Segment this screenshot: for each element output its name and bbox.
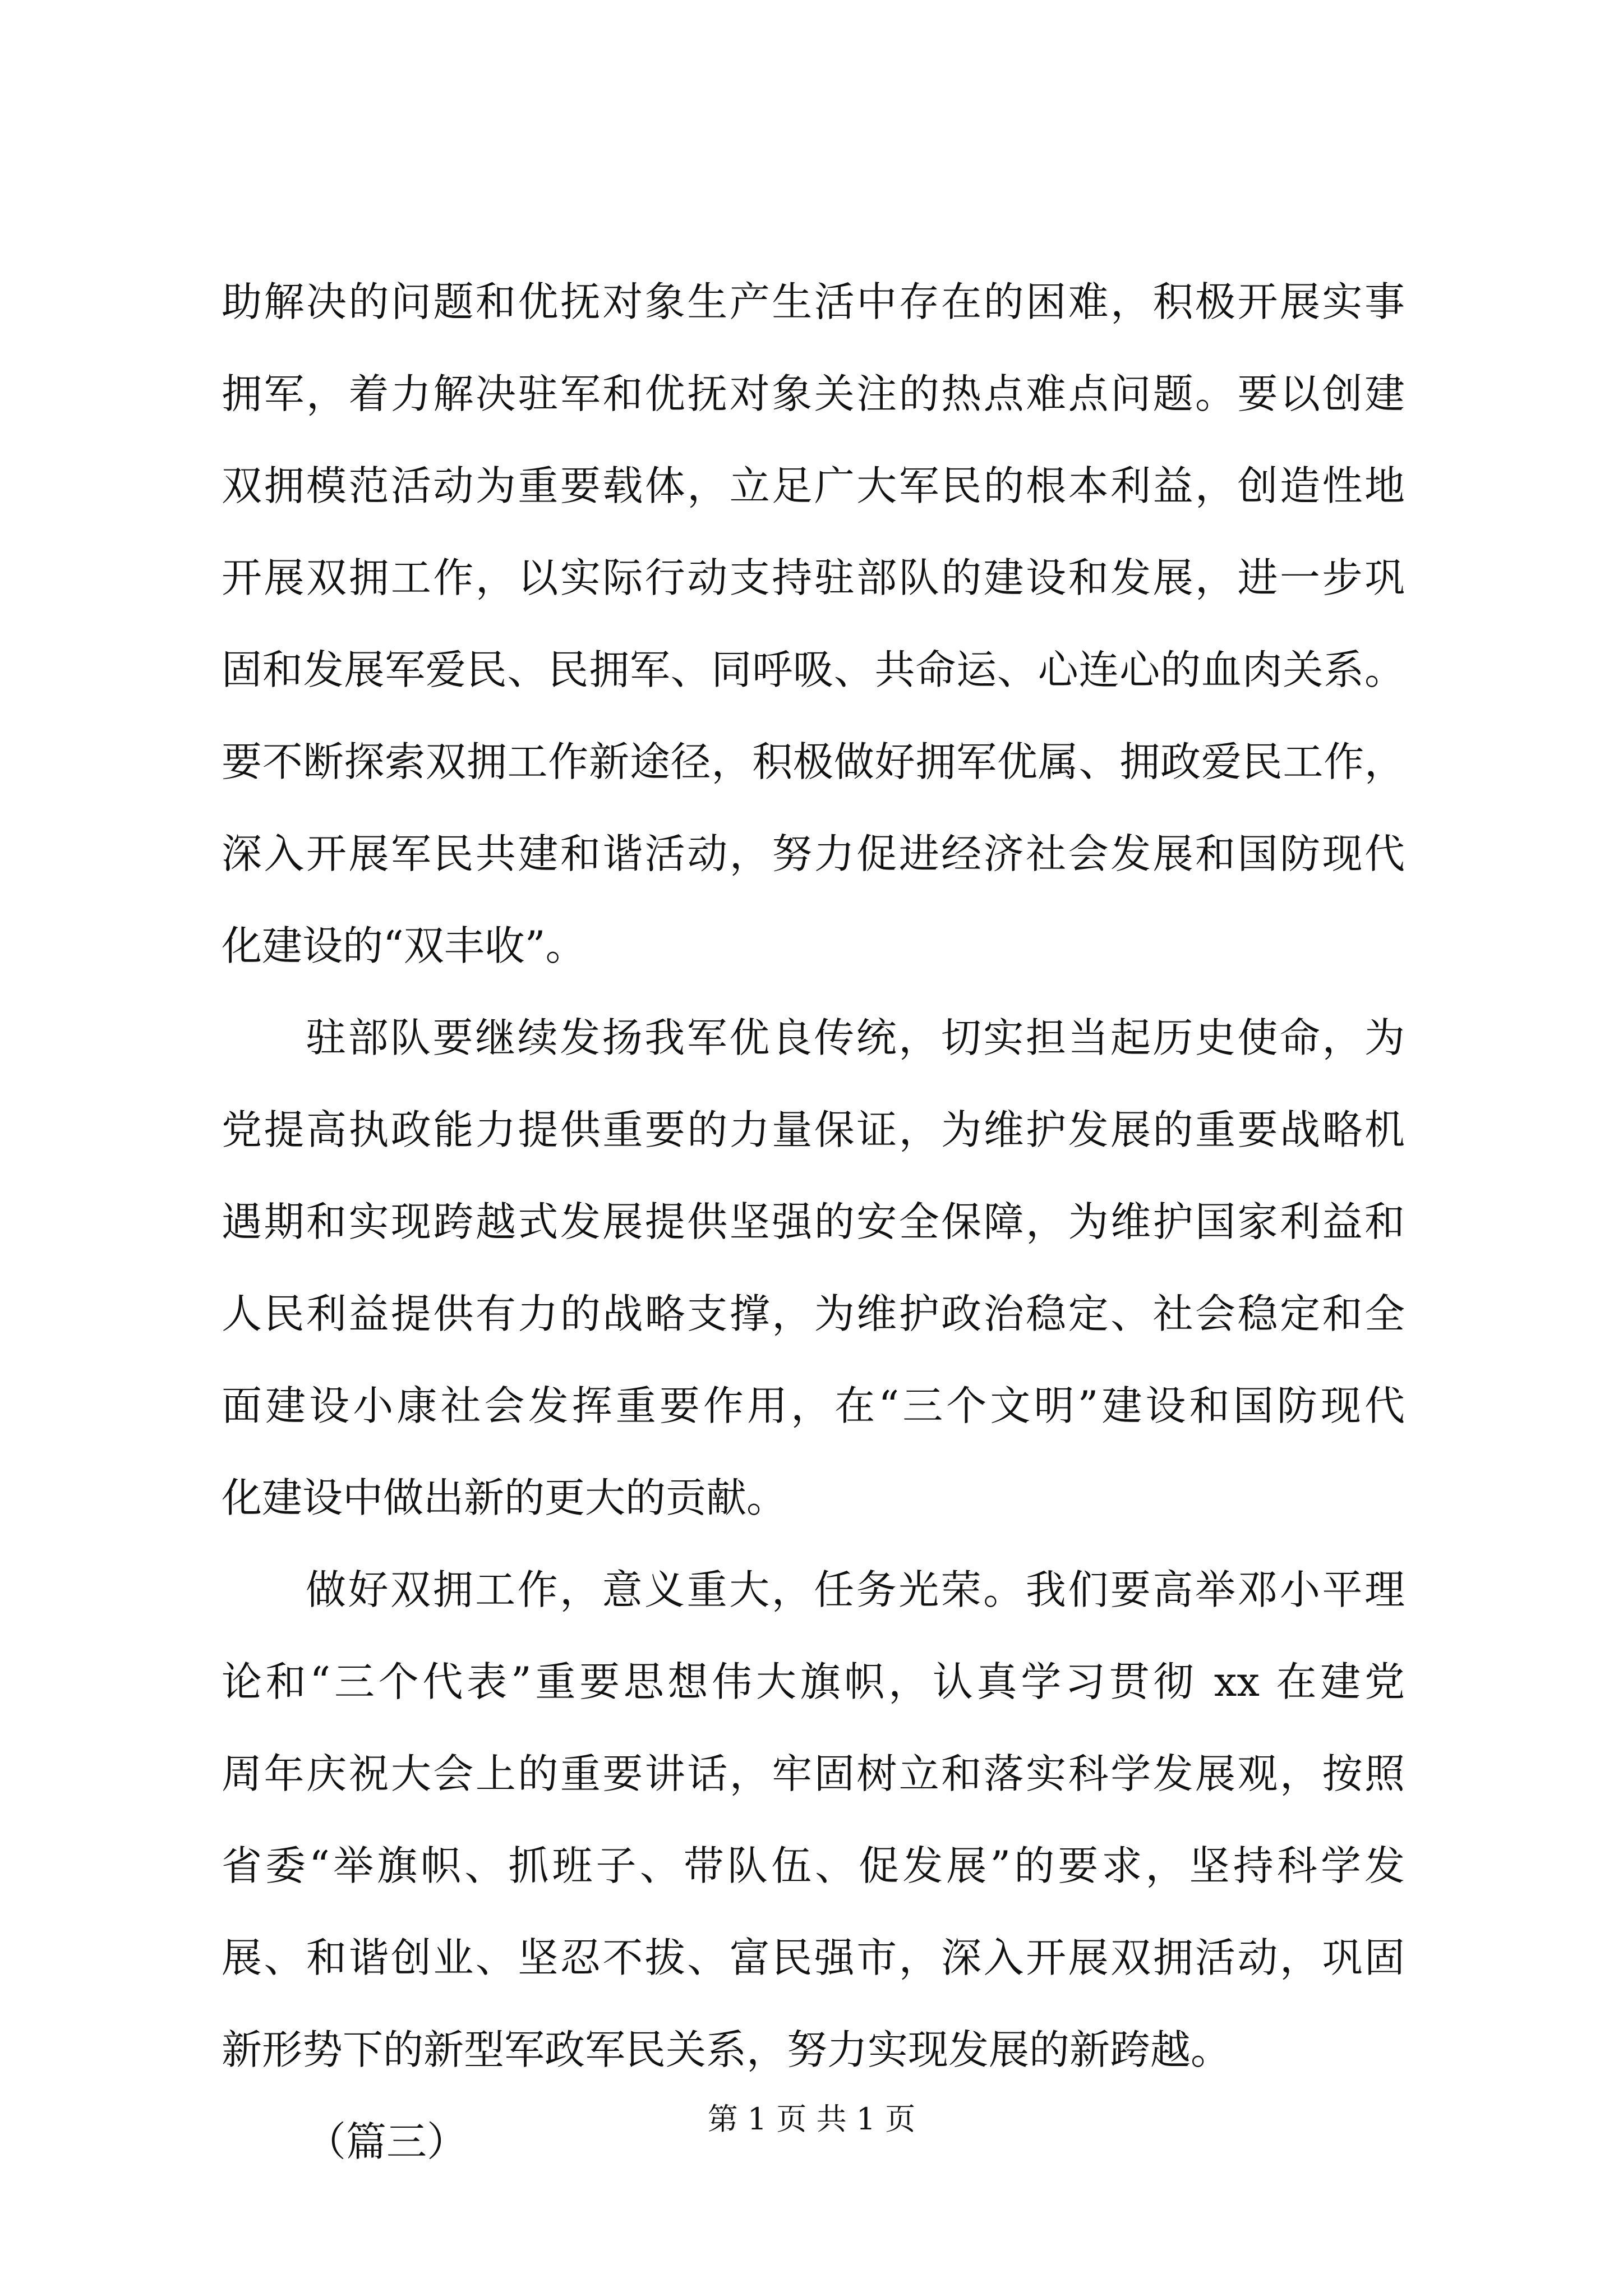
paragraph-line: 人民利益提供有力的战略支撑，为维护政治稳定、社会稳定和全: [222, 1290, 1405, 1337]
paragraph-line: 开展双拥工作，以实际行动支持驻部队的建设和发展，进一步巩: [222, 554, 1405, 601]
paragraph-line: 论和“三个代表”重要思想伟大旗帜，认真学习贯彻 xx 在建党: [222, 1658, 1405, 1705]
paragraph-line: 展、和谐创业、坚忍不拔、富民强市，深入开展双拥活动，巩固: [222, 1934, 1405, 1981]
paragraph-line: 遇期和实现跨越式发展提供坚强的安全保障，为维护国家利益和: [222, 1198, 1405, 1245]
paragraph-line: 面建设小康社会发挥重要作用，在“三个文明”建设和国防现代: [222, 1382, 1405, 1429]
paragraph-2: [222, 992, 1405, 1544]
paragraph-line: 深入开展军民共建和谐活动，努力促进经济社会发展和国防现代: [222, 830, 1405, 877]
paragraph-line: 要不断探索双拥工作新途径，积极做好拥军优属、拥政爱民工作，: [222, 738, 1405, 785]
paragraph-line: 省委“举旗帜、抓班子、带队伍、促发展”的要求，坚持科学发: [222, 1842, 1405, 1889]
paragraph-line: 化建设中做出新的更大的贡献。: [222, 1474, 787, 1521]
paragraph-line: 固和发展军爱民、民拥军、同呼吸、共命运、心连心的血肉关系。: [222, 646, 1405, 693]
section-label: （篇三）: [306, 2118, 468, 2165]
paragraph-3: [222, 1544, 1405, 2096]
paragraph-line: 周年庆祝大会上的重要讲话，牢固树立和落实科学发展观，按照: [222, 1750, 1405, 1797]
paragraph-line: 助解决的问题和优抚对象生产生活中存在的困难，积极开展实事: [222, 278, 1405, 325]
paragraph-line: 驻部队要继续发扬我军优良传统，切实担当起历史使命，为: [306, 1014, 1405, 1061]
paragraph-line: 拥军，着力解决驻军和优抚对象关注的热点难点问题。要以创建: [222, 370, 1405, 417]
paragraph-line: 化建设的“双丰收”。: [222, 922, 586, 969]
page-footer: 第 1 页 共 1 页: [707, 2101, 916, 2137]
paragraph-1: [222, 256, 1405, 992]
document-body: [222, 256, 1405, 2188]
paragraph-line: 做好双拥工作，意义重大，任务光荣。我们要高举邓小平理: [306, 1566, 1405, 1613]
paragraph-line: 党提高执政能力提供重要的力量保证，为维护发展的重要战略机: [222, 1106, 1405, 1153]
paragraph-line: 新形势下的新型军政军民关系，努力实现发展的新跨越。: [222, 2026, 1232, 2073]
paragraph-line: 双拥模范活动为重要载体，立足广大军民的根本利益，创造性地: [222, 462, 1405, 509]
